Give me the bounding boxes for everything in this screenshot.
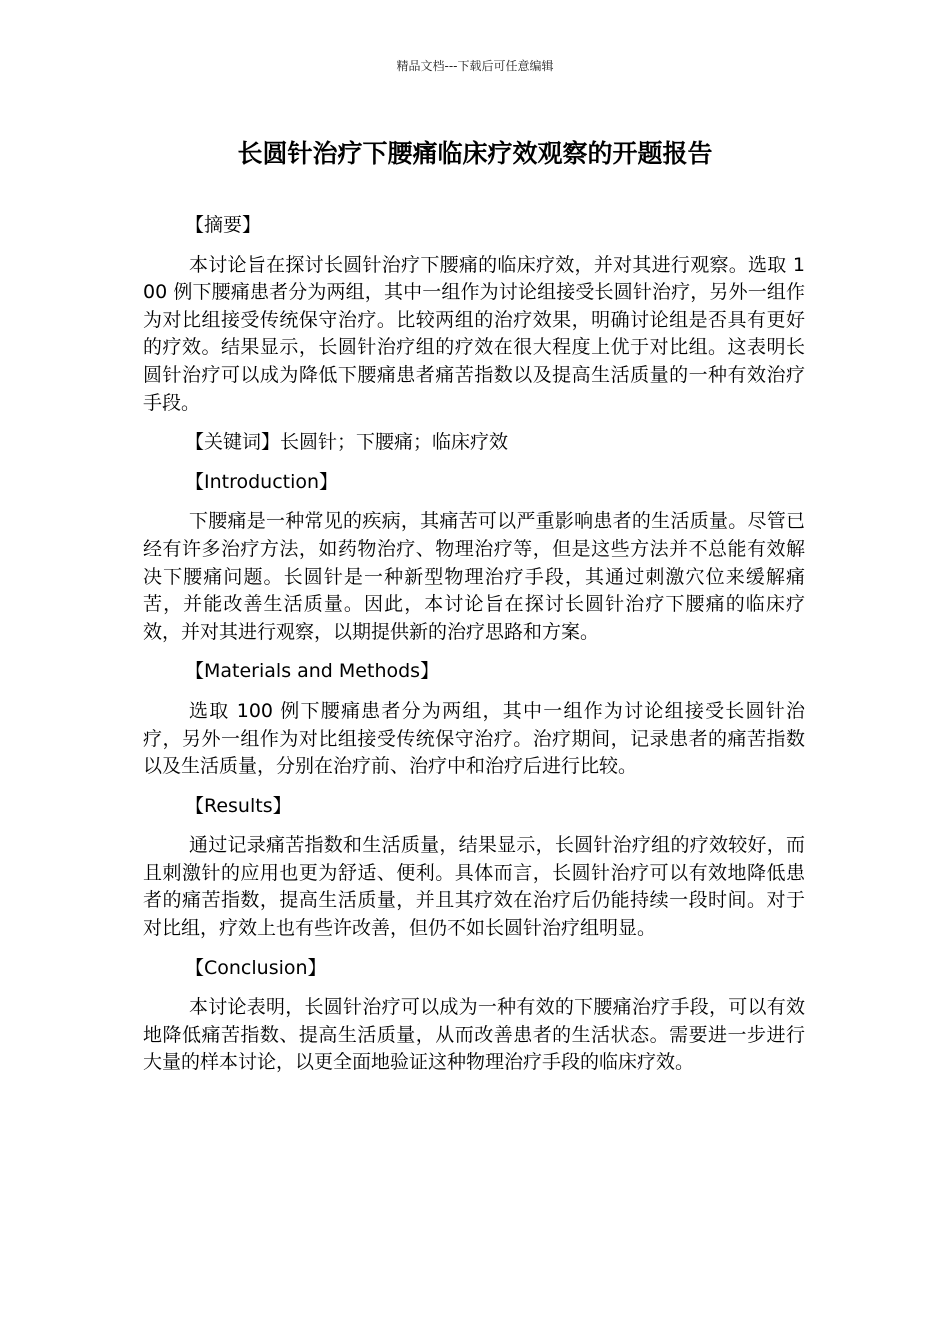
introduction-paragraph: 下腰痛是一种常见的疾病，其痛苦可以严重影响患者的生活质量。尽管已经有许多治疗方法，如药物治疗、物理治疗等，但是这些方法并不总能有效解决下腰痛问题。长圆针是一种新型物理治疗手段，其通过刺激穴位来缓解痛苦，并能改善生活质量。因此，本讨论旨在探讨长圆针治疗下腰痛的临床疗效，并对其进行观察，以期提供新的治疗思路和方案。 (143, 510, 805, 643)
conclusion-paragraph: 本讨论表明，长圆针治疗可以成为一种有效的下腰痛治疗手段，可以有效地降低痛苦指数、提高生活质量，从而改善患者的生活状态。需要进一步进行大量的样本讨论，以更全面地验证这种物理治疗手段的临床疗效。 (143, 996, 805, 1074)
results-paragraph: 通过记录痛苦指数和生活质量，结果显示，长圆针治疗组的疗效较好，而且刺激针的应用也更为舒适、便利。具体而言，长圆针治疗可以有效地降低患者的痛苦指数，提高生活质量，并且其疗效在治疗后仍能持续一段时间。对于对比组，疗效上也有些许改善，但仍不如长圆针治疗组明显。 (143, 834, 805, 940)
introduction-heading: 【Introduction】 (185, 470, 339, 493)
keywords-line: 【关键词】长圆针；下腰痛；临床疗效 (185, 431, 509, 454)
page-header-note: 精品文档---下载后可任意编辑 (396, 59, 554, 73)
conclusion-heading: 【Conclusion】 (185, 956, 327, 979)
abstract-paragraph: 本讨论旨在探讨长圆针治疗下腰痛的临床疗效，并对其进行观察。选取 100 例下腰痛患者分为两组，其中一组作为讨论组接受长圆针治疗，另外一组作为对比组接受传统保守治疗。比较两组的治疗效果，明确讨论组是否具有更好的疗效。结果显示，长圆针治疗组的疗效在很大程度上优于对比组。这表明长圆针治疗可以成为降低下腰痛患者痛苦指数以及提高生活质量的一种有效治疗手段。 (143, 253, 805, 414)
results-heading: 【Results】 (185, 794, 292, 817)
document-body (143, 212, 805, 1089)
methods-heading: 【Materials and Methods】 (185, 660, 440, 683)
abstract-heading: 【摘要】 (185, 214, 262, 236)
document-title: 长圆针治疗下腰痛临床疗效观察的开题报告 (237, 139, 713, 168)
methods-paragraph: 选取 100 例下腰痛患者分为两组，其中一组作为讨论组接受长圆针治疗，另外一组作为对比组接受传统保守治疗。治疗期间，记录患者的痛苦指数以及生活质量，分别在治疗前、治疗中和治疗后进行比较。 (143, 699, 805, 778)
